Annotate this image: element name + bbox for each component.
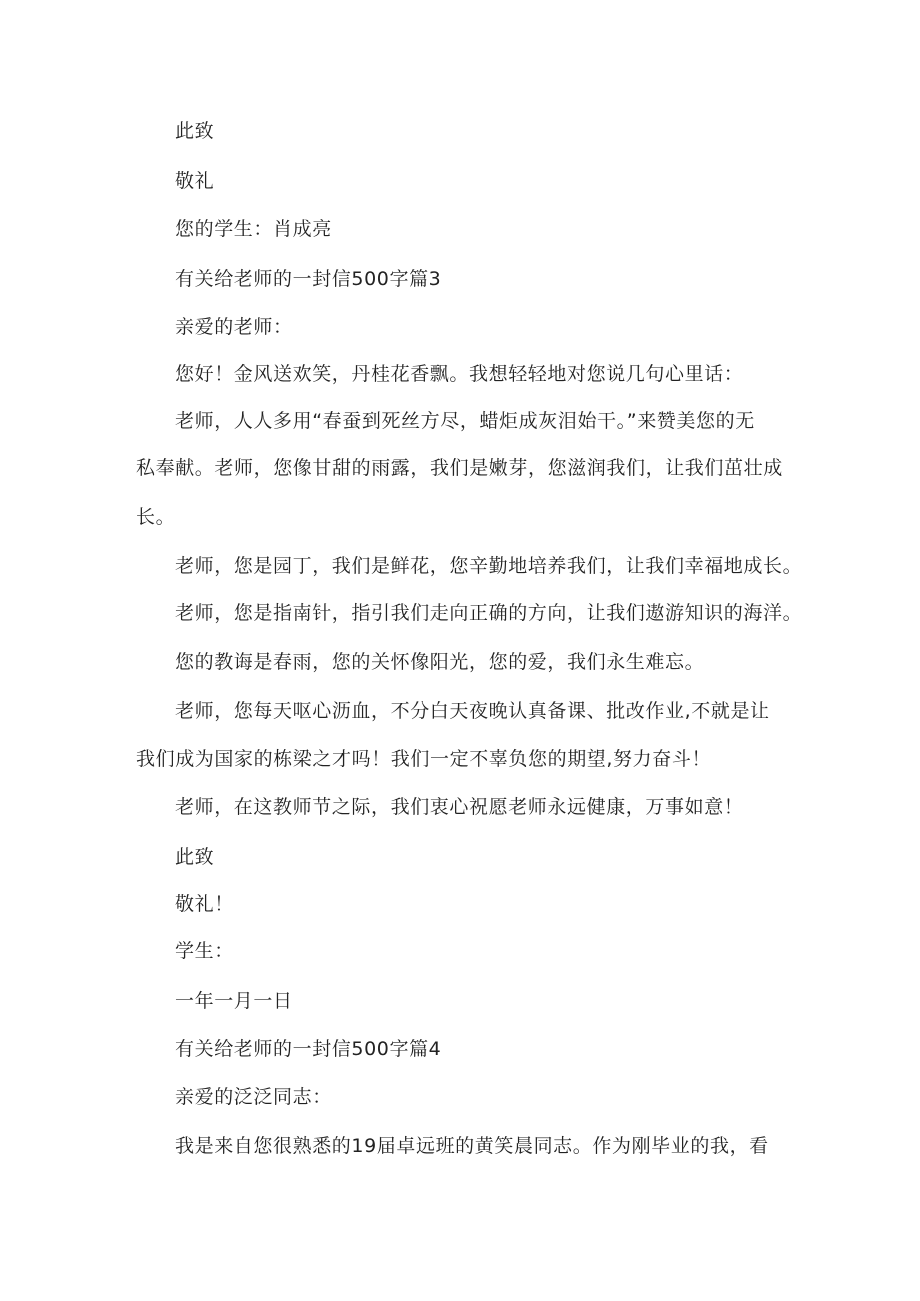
greeting-line: 亲爱的老师：: [175, 316, 293, 338]
signature-line: 您的学生：肖成亮: [175, 218, 332, 240]
salutation-line: 敬礼！: [175, 893, 234, 915]
section-heading: 有关给老师的一封信500字篇4: [175, 1038, 442, 1060]
paragraph-line: 我们成为国家的栋梁之才吗！我们一定不辜负您的期望,努力奋斗！: [136, 748, 712, 770]
date-line: 一年一月一日: [175, 990, 293, 1012]
paragraph-line: 我是来自您很熟悉的19届卓远班的黄笑晨同志。作为刚毕业的我，看: [175, 1135, 769, 1157]
section-heading: 有关给老师的一封信500字篇3: [175, 268, 442, 290]
paragraph-line: 私奉献。老师，您像甘甜的雨露，我们是嫩芽，您滋润我们，让我们茁壮成: [136, 457, 783, 479]
paragraph-line: 老师，人人多用“春蚕到死丝方尽，蜡炬成灰泪始干。”来赞美您的无: [175, 410, 755, 432]
closing-line: 此致: [175, 846, 215, 868]
paragraph-line: 老师，在这教师节之际，我们衷心祝愿老师永远健康，万事如意！: [175, 796, 744, 818]
paragraph-line: 老师，您每天呕心沥血，不分白天夜晚认真备课、批改作业,不就是让: [175, 700, 770, 722]
paragraph-line: 老师，您是园丁，我们是鲜花，您辛勤地培养我们，让我们幸福地成长。: [175, 555, 803, 577]
closing-line: 此致: [175, 120, 215, 142]
signature-line: 学生：: [175, 940, 234, 962]
greeting-line: 亲爱的泛泛同志：: [175, 1086, 332, 1108]
paragraph-line: 您好！金风送欢笑，丹桂花香飘。我想轻轻地对您说几句心里话：: [175, 363, 744, 385]
paragraph-line: 老师，您是指南针，指引我们走向正确的方向，让我们遨游知识的海洋。: [175, 602, 803, 624]
paragraph-line: 长。: [136, 506, 176, 528]
paragraph-line: 您的教诲是春雨，您的关怀像阳光，您的爱，我们永生难忘。: [175, 651, 705, 673]
salutation-line: 敬礼: [175, 170, 215, 192]
